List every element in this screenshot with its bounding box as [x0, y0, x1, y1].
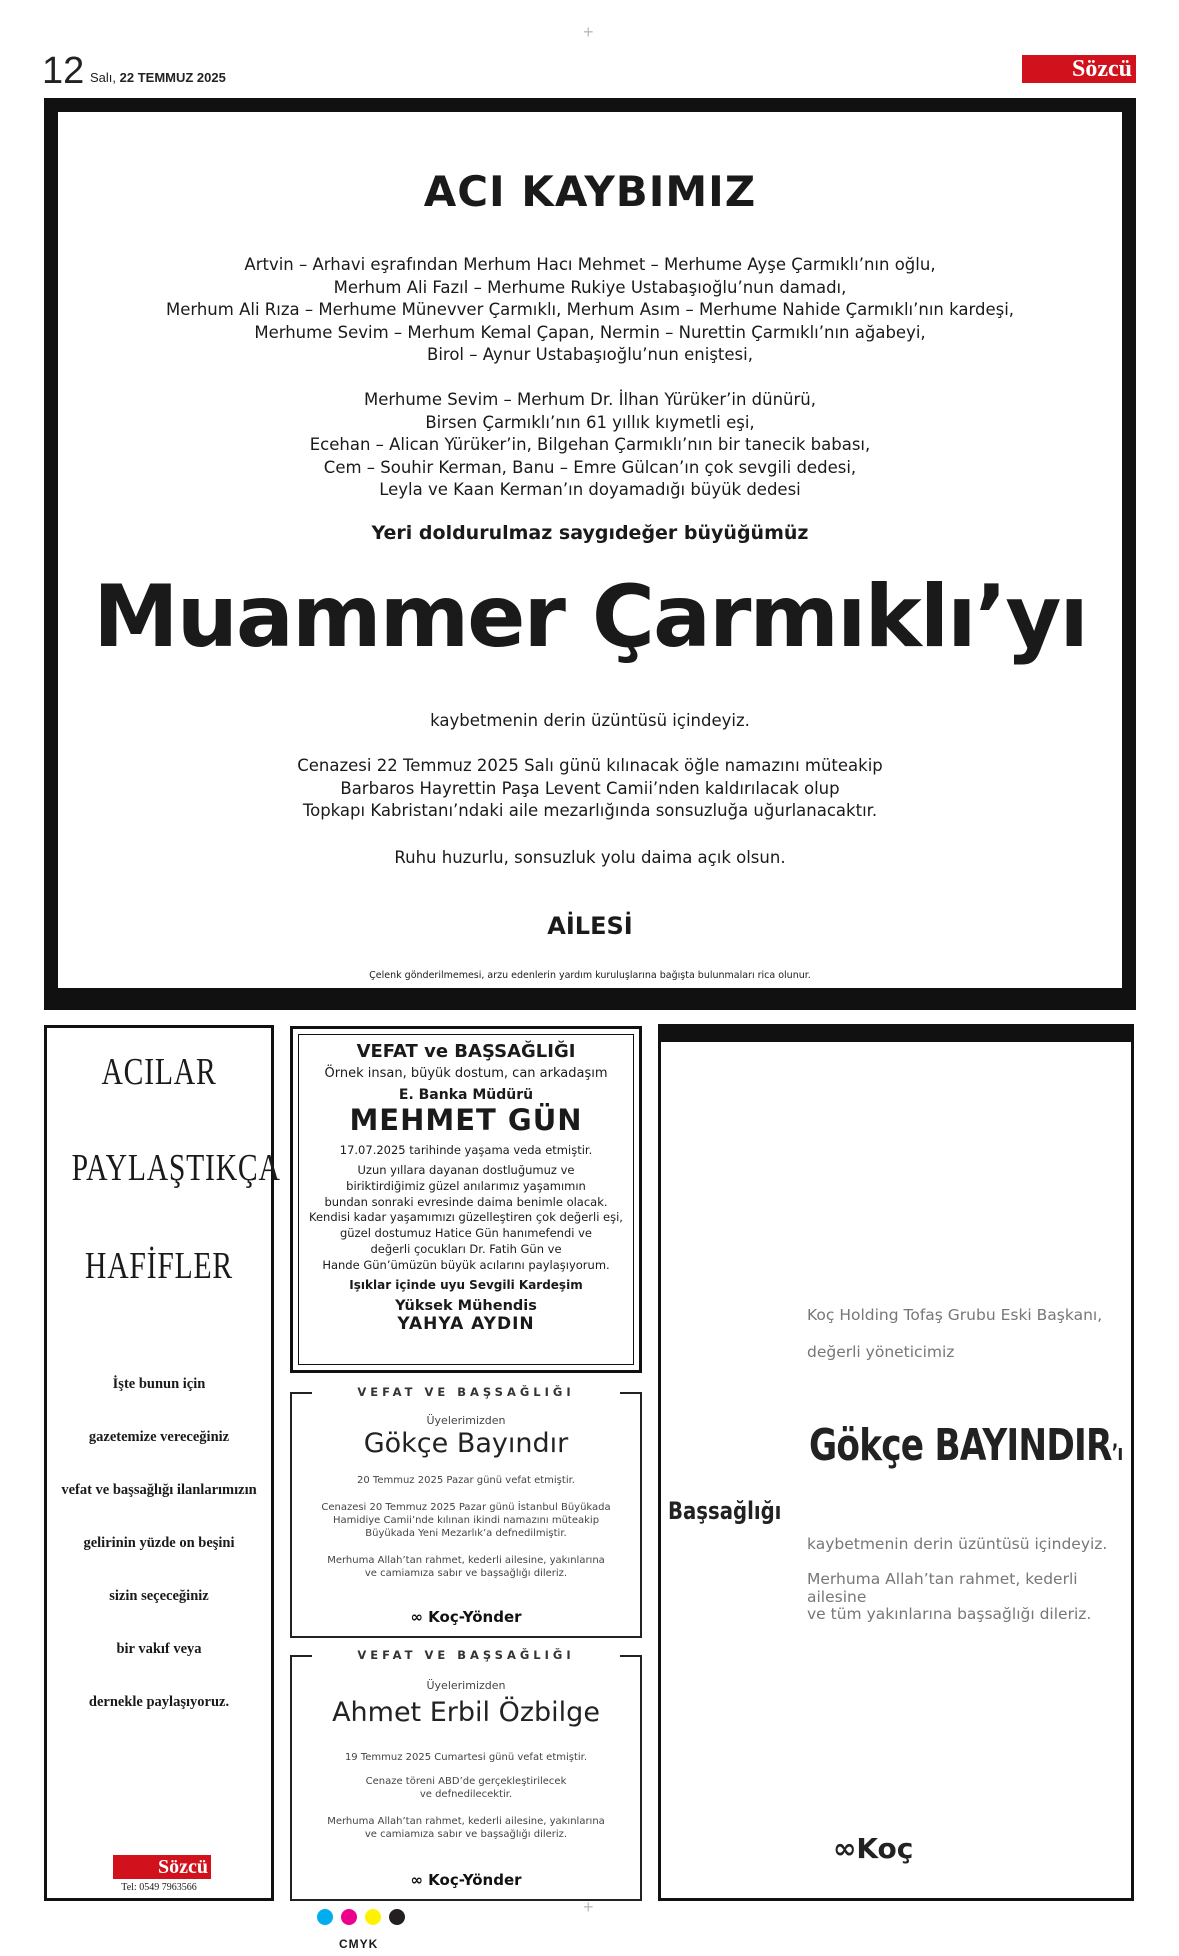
phone-number: Tel: 0549 7963566	[121, 1882, 197, 1893]
condolence-line: ve camiamıza sabır ve başsağlığı dileriz.	[364, 1568, 568, 1579]
obituary-mehmet-gun	[290, 1026, 642, 1373]
body-line: Kendisi kadar yaşamımızı güzelleştiren çok değerli eşi,	[309, 1210, 623, 1225]
ad-date: 17.07.2025 tarihinde yaşama veda etmiştir.	[339, 1143, 593, 1157]
page-number: 12	[42, 50, 85, 92]
family-line: Merhum Ali Rıza – Merhume Münevver Çarmıklı, Merhum Asım – Merhume Nahide Çarmıklı’nın kardeşi,	[165, 300, 1015, 319]
family-line: Merhume Sevim – Merhum Dr. İlhan Yürüker’in dünürü,	[363, 390, 816, 409]
funeral-line: Cenazesi 22 Temmuz 2025 Salı günü kılınacak öğle namazını müteakip	[297, 756, 883, 775]
member-label: Üyelerimizden	[426, 1414, 506, 1427]
obituary-gokce-koc-yonder	[290, 1385, 642, 1638]
sozcu-logo: Sözcü	[113, 1855, 211, 1879]
ad-name: Ahmet Erbil Özbilge	[332, 1697, 600, 1728]
family-line: Artvin – Arhavi eşrafından Merhum Hacı Mehmet – Merhume Ayşe Çarmıklı’nın oğlu,	[244, 255, 936, 274]
black-dot	[389, 1909, 405, 1925]
promo-line: İşte bunun için	[112, 1376, 206, 1392]
sozcu-promo-ad	[44, 1025, 281, 1901]
promo-body	[47, 1358, 271, 1729]
koc-yonder-logo	[292, 1608, 640, 1626]
ad-header: VEFAT VE BAŞSAĞLIĞI	[312, 1648, 620, 1662]
body-line: güzel dostumuz Hatice Gün hanımefendi ve	[340, 1226, 592, 1241]
intro-line: Koç Holding Tofaş Grubu Eski Başkanı,	[807, 1306, 1103, 1324]
ad-intro: Örnek insan, büyük dostum, can arkadaşım	[324, 1066, 608, 1081]
body-line: Merhuma Allah’tan rahmet, kederli ailesine	[807, 1570, 1078, 1606]
family-line: Birsen Çarmıklı’nın 61 yıllık kıymetli eşi,	[425, 412, 755, 432]
name-suffix: ’ı	[1111, 1441, 1123, 1466]
promo-line: gelirinin yüzde on beşini	[83, 1535, 235, 1551]
page-date-value: 22 TEMMUZ 2025	[119, 70, 226, 85]
ad-date: 19 Temmuz 2025 Cumartesi günü vefat etmiştir.	[344, 1752, 588, 1763]
body-line: değerli çocukları Dr. Fatih Gün ve	[370, 1241, 562, 1256]
promo-line: vefat ve başsağlığı ilanlarımızın	[61, 1482, 257, 1498]
crop-mark-icon: +	[583, 1897, 594, 1917]
main-subtitle: Yeri doldurulmaz saygıdeğer büyüğümüz	[371, 522, 809, 544]
member-label: Üyelerimizden	[426, 1679, 506, 1692]
crop-mark-icon: +	[583, 22, 594, 42]
koc-yonder-logo	[292, 1871, 640, 1889]
ad-name: Gökçe Bayındır	[363, 1428, 569, 1459]
promo-word: ACILAR	[101, 1051, 217, 1093]
condolence-block	[292, 1815, 640, 1841]
family-line: Ecehan – Alican Yürüker’in, Bilgehan Çarmıklı’nın bir tanecik babası,	[309, 435, 871, 454]
ad-farewell: Işıklar içinde uyu Sevgili Kardeşim	[349, 1277, 583, 1292]
brand-name: Koç-Yönder	[428, 1608, 522, 1626]
magenta-dot	[341, 1909, 357, 1925]
cyan-dot	[317, 1909, 333, 1925]
ad-header: VEFAT VE BAŞSAĞLIĞI	[312, 1385, 620, 1399]
main-title: ACI KAYBIMIZ	[423, 167, 757, 216]
family-line: Leyla ve Kaan Kerman’ın doyamadığı büyük dedesi	[379, 480, 801, 499]
funeral-line: Cenazesi 20 Temmuz 2025 Pazar günü İstanbul Büyükada	[321, 1502, 611, 1513]
funeral-line: Hamidiye Camii’nde kılınan ikindi namazını müteakip	[332, 1515, 600, 1526]
name-text: Gökçe BAYINDIR	[809, 1420, 1112, 1471]
funeral-line: Topkapı Kabristanı’ndaki aile mezarlığında sonsuzluğa uğurlanacaktır.	[302, 801, 878, 820]
condolence-line: ve camiamıza sabır ve başsağlığı dileriz.	[364, 1829, 568, 1840]
body-line: kaybetmenin derin üzüntüsü içindeyiz.	[807, 1535, 1108, 1553]
body-line: ve tüm yakınlarına başsağlığı dileriz.	[807, 1605, 1092, 1623]
family-line: Merhume Sevim – Merhum Kemal Çapan, Nermin – Nurettin Çarmıklı’nın ağabeyi,	[254, 322, 926, 342]
intro-line: değerli yöneticimiz	[807, 1343, 955, 1361]
promo-word: PAYLAŞTIKÇA	[71, 1147, 281, 1189]
funeral-line: Büyükada Yeni Mezarlık’a defnedilmiştir.	[365, 1528, 567, 1539]
promo-line: dernekle paylaşıyoruz.	[88, 1694, 230, 1710]
promo-line: gazetemize vereceğiniz	[88, 1429, 230, 1445]
body-line: biriktirdiğimiz güzel anılarımız yaşamımın	[346, 1178, 586, 1193]
deceased-name: Muammer Çarmıklı’yı	[93, 567, 1087, 667]
funeral-block	[58, 755, 1122, 823]
family-line: Birol – Aynur Ustabaşıoğlu’nun eniştesi,	[427, 345, 753, 364]
brand-name: Koç-Yönder	[428, 1871, 522, 1889]
body-line: Uzun yıllara dayanan dostluğumuz ve	[357, 1163, 575, 1177]
ad-body	[299, 1163, 633, 1274]
footnote: Çelenk gönderilmemesi, arzu edenlerin yardım kuruluşlarına bağışta bulunmaları rica olunur.	[369, 970, 811, 981]
ad-name: MEHMET GÜN	[349, 1103, 583, 1137]
funeral-line: Cenaze töreni ABD’de gerçekleştirilecek	[365, 1776, 567, 1787]
condolence-line: Merhuma Allah’tan rahmet, kederli ailesine, yakınlarına	[327, 1816, 605, 1827]
obituary-ahmet-ozbilge	[290, 1648, 642, 1901]
koc-logo-icon: ∞	[833, 1832, 857, 1865]
page-day: Salı,	[90, 70, 117, 85]
promo-line: bir vakıf veya	[116, 1641, 202, 1657]
signer-name: YAHYA AYDIN	[397, 1313, 535, 1334]
ad-date: 20 Temmuz 2025 Pazar günü vefat etmiştir.	[357, 1475, 575, 1486]
family-block-2	[58, 389, 1122, 502]
funeral-line: ve defnedilecektir.	[419, 1789, 513, 1800]
koc-condolence-ad	[658, 1024, 1134, 1901]
funeral-line: Barbaros Hayrettin Paşa Levent Camii’nden kaldırılacak olup	[340, 778, 840, 798]
page-date	[90, 70, 226, 85]
koc-logo	[833, 1832, 913, 1865]
signature: AİLESİ	[547, 912, 633, 940]
loss-text: kaybetmenin derin üzüntüsü içindeyiz.	[430, 711, 750, 730]
cmyk-label: CMYK	[339, 1937, 379, 1951]
promo-line: sizin seçeceğiniz	[109, 1588, 209, 1604]
ad-name	[809, 1420, 1123, 1471]
funeral-block	[292, 1775, 640, 1801]
condolence-line: Merhuma Allah’tan rahmet, kederli ailesine, yakınlarına	[327, 1555, 605, 1566]
body-line: Hande Gün’ümüzün büyük acılarını paylaşıyorum.	[322, 1257, 610, 1272]
family-block-1	[58, 254, 1122, 367]
condolence-block	[292, 1554, 640, 1580]
side-label: Başsağlığı	[668, 1497, 782, 1525]
ad-role: E. Banka Müdürü	[398, 1087, 534, 1103]
koc-logo-icon: ∞	[410, 1871, 429, 1889]
funeral-block	[292, 1501, 640, 1540]
promo-word: HAFİFLER	[85, 1245, 233, 1287]
yellow-dot	[365, 1909, 381, 1925]
body-line: bundan sonraki evresinde daima benimle olacak.	[324, 1194, 608, 1209]
koc-logo-icon: ∞	[410, 1608, 429, 1626]
prayer-text: Ruhu huzurlu, sonsuzluk yolu daima açık olsun.	[394, 848, 786, 867]
main-obituary	[44, 98, 1136, 1010]
brand-name: Koç	[856, 1832, 914, 1865]
sozcu-logo: Sözcü	[1022, 55, 1136, 83]
family-line: Merhum Ali Fazıl – Merhume Rukiye Ustabaşıoğlu’nun damadı,	[333, 277, 847, 297]
signer-title: Yüksek Mühendis	[395, 1297, 537, 1314]
family-line: Cem – Souhir Kerman, Banu – Emre Gülcan’ın çok sevgili dedesi,	[323, 457, 857, 477]
ad-title: VEFAT ve BAŞSAĞLIĞI	[356, 1041, 576, 1062]
